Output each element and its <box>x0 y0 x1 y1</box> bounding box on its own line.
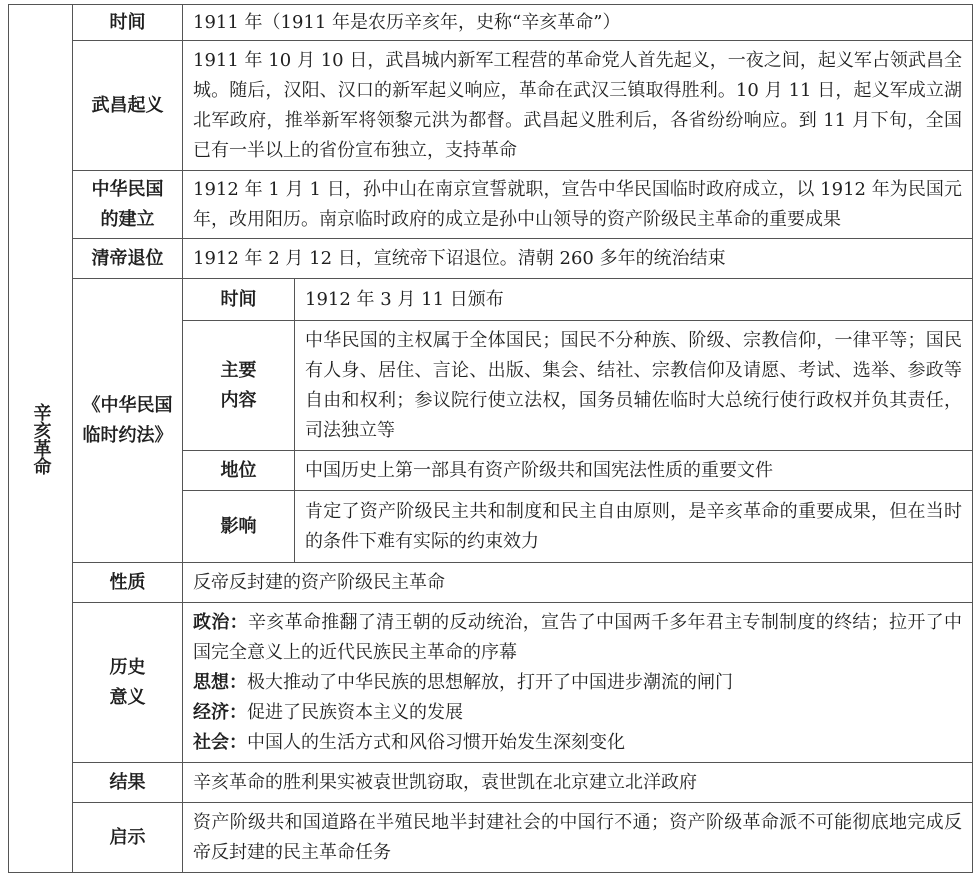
row-time <box>9 5 973 41</box>
text-constitution-content: 中华民国的主权属于全体国民；国民不分种族、阶级、宗教信仰，一律平等；国民有人身、居住、言论、出版、集会、结社、宗教信仰及请愿、考试、选举、参政等自由和权利；参议院行使立法权，国务员辅佐临时大总统行使行政权并负其责任，司法独立等 <box>295 321 973 451</box>
title-cell <box>9 5 73 873</box>
row-wuchang <box>9 41 973 171</box>
label-roc-line2: 的建立 <box>100 208 155 230</box>
text-lesson: 资产阶级共和国道路在半殖民地半封建社会的中国行不通；资产阶级革命派不可能彻底地完成反帝反封建的民主革命任务 <box>183 803 973 873</box>
xinhai-revolution-table <box>8 4 973 873</box>
significance-society-key: 社会： <box>193 731 247 753</box>
text-time: 1911 年（1911 年是农历辛亥年，史称“辛亥革命”） <box>183 5 973 41</box>
row-result <box>9 763 973 803</box>
significance-thought <box>193 668 962 698</box>
label-constitution-time: 时间 <box>183 279 295 321</box>
label-constitution <box>73 279 183 563</box>
label-wuchang: 武昌起义 <box>73 41 183 171</box>
label-roc-line1: 中华民国 <box>91 178 164 200</box>
significance-politics-key: 政治： <box>193 611 248 633</box>
text-wuchang: 1911 年 10 月 10 日，武昌城内新军工程营的革命党人首先起义，一夜之间，起义军占领武昌全城。随后，汉阳、汉口的新军起义响应，革命在武汉三镇取得胜利。10 月 11 日，起义军成立湖北军政府，推举新军将领黎元洪为都督。武昌起义胜利后，各省纷纷响应。到 11 月下旬，全国已有一半以上的省份宣布独立，支持革命 <box>183 41 973 171</box>
label-abdication: 清帝退位 <box>73 239 183 279</box>
text-roc: 1912 年 1 月 1 日，孙中山在南京宣誓就职，宣告中华民国临时政府成立，以 1912 年为民国元年，改用阳历。南京临时政府的成立是孙中山领导的资产阶级民主革命的重要成果 <box>183 171 973 239</box>
significance-economy-text: 促进了民族资本主义的发展 <box>247 701 463 723</box>
label-significance <box>73 603 183 763</box>
label-lesson: 启示 <box>73 803 183 873</box>
label-constitution-line2: 临时约法》 <box>82 424 173 446</box>
significance-politics <box>193 608 962 668</box>
label-result: 结果 <box>73 763 183 803</box>
label-significance-line2: 意义 <box>109 686 146 708</box>
label-constitution-line1: 《中华民国 <box>82 394 173 416</box>
significance-economy <box>193 698 962 728</box>
label-constitution-content <box>183 321 295 451</box>
label-roc <box>73 171 183 239</box>
row-roc <box>9 171 973 239</box>
table-title: 辛亥革命 <box>30 402 52 475</box>
significance-thought-text: 极大推动了中华民族的思想解放，打开了中国进步潮流的闸门 <box>247 671 733 693</box>
text-significance <box>183 603 973 763</box>
row-lesson <box>9 803 973 873</box>
label-time: 时间 <box>73 5 183 41</box>
significance-society <box>193 728 962 758</box>
label-constitution-impact: 影响 <box>183 491 295 563</box>
text-constitution-status: 中国历史上第一部具有资产阶级共和国宪法性质的重要文件 <box>295 451 973 491</box>
label-content-line1: 主要 <box>220 359 257 381</box>
row-nature <box>9 563 973 603</box>
text-abdication: 1912 年 2 月 12 日，宣统帝下诏退位。清朝 260 多年的统治结束 <box>183 239 973 279</box>
text-result: 辛亥革命的胜利果实被袁世凯窃取，袁世凯在北京建立北洋政府 <box>183 763 973 803</box>
significance-thought-key: 思想： <box>193 671 247 693</box>
label-nature: 性质 <box>73 563 183 603</box>
significance-society-text: 中国人的生活方式和风俗习惯开始发生深刻变化 <box>247 731 625 753</box>
row-significance <box>9 603 973 763</box>
significance-politics-text: 辛亥革命推翻了清王朝的反动统治，宣告了中国两千多年君主专制制度的终结；拉开了中国完全意义上的近代民族民主革命的序幕 <box>193 611 962 663</box>
label-significance-line1: 历史 <box>109 656 146 678</box>
label-constitution-status: 地位 <box>183 451 295 491</box>
significance-economy-key: 经济： <box>193 701 247 723</box>
row-abdication <box>9 239 973 279</box>
label-content-line2: 内容 <box>220 389 257 411</box>
row-constitution-time <box>9 279 973 321</box>
text-constitution-impact: 肯定了资产阶级民主共和制度和民主自由原则，是辛亥革命的重要成果，但在当时的条件下难有实际的约束效力 <box>295 491 973 563</box>
text-constitution-time: 1912 年 3 月 11 日颁布 <box>295 279 973 321</box>
text-nature: 反帝反封建的资产阶级民主革命 <box>183 563 973 603</box>
